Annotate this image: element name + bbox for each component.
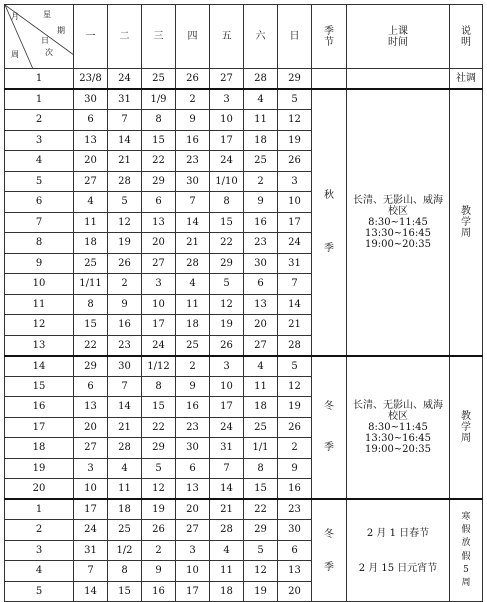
date-cell: 14 [176, 212, 210, 233]
date-cell: 2 [176, 89, 210, 110]
vacation-season-char1: 冬 [324, 528, 334, 540]
date-cell: 5 [278, 356, 312, 377]
header-note [450, 5, 483, 69]
date-cell: 23 [176, 151, 210, 172]
date-cell: 30 [74, 89, 108, 110]
date-cell: 1/11 [74, 274, 108, 295]
date-cell: 18 [244, 130, 278, 151]
date-cell: 8 [142, 110, 176, 131]
autumn-season-char2: 季 [324, 243, 334, 255]
class-time-line: 8:30~11:45 [368, 421, 428, 433]
header-tuesday: 二 [108, 5, 142, 69]
date-cell: 10 [142, 294, 176, 315]
date-cell: 1/9 [142, 89, 176, 110]
week-number-cell: 16 [5, 397, 74, 418]
week-number-cell: 4 [5, 561, 74, 582]
week-number-cell: 5 [5, 171, 74, 192]
date-cell: 26 [278, 151, 312, 172]
date-cell: 4 [210, 540, 244, 561]
table-row [5, 89, 483, 110]
date-cell: 10 [74, 479, 108, 500]
vacation-note-char: 寒 [461, 512, 471, 523]
winter-note-cell [450, 356, 483, 500]
date-cell: 9 [108, 294, 142, 315]
vacation-note-char: 放 [461, 538, 471, 549]
date-cell: 24 [210, 417, 244, 438]
header-wednesday: 三 [142, 5, 176, 69]
date-cell: 30 [278, 520, 312, 541]
week-number-cell: 10 [5, 274, 74, 295]
table-row [5, 69, 483, 90]
date-cell: 1/1 [244, 438, 278, 459]
date-cell: 16 [244, 212, 278, 233]
date-cell: 2 [142, 540, 176, 561]
date-cell: 9 [142, 561, 176, 582]
date-cell: 21 [176, 233, 210, 254]
week-number-cell: 3 [5, 540, 74, 561]
date-cell: 23 [278, 499, 312, 520]
date-cell: 11 [244, 376, 278, 397]
date-cell: 11 [108, 479, 142, 500]
week-number-cell: 18 [5, 438, 74, 459]
week-number-cell: 1 [5, 89, 74, 110]
date-cell: 29 [74, 356, 108, 377]
date-cell: 7 [74, 561, 108, 582]
date-cell: 19 [244, 581, 278, 602]
date-cell: 19 [278, 130, 312, 151]
date-cell: 16 [142, 581, 176, 602]
date-cell: 24 [142, 335, 176, 356]
date-cell: 16 [108, 315, 142, 336]
date-cell: 20 [176, 499, 210, 520]
date-cell: 18 [74, 233, 108, 254]
date-cell: 6 [74, 376, 108, 397]
date-cell: 2 [108, 274, 142, 295]
vacation-note-cell [450, 499, 483, 602]
corner-label-day: 日 [41, 36, 49, 45]
season-cell-empty [312, 69, 347, 90]
date-cell: 6 [176, 458, 210, 479]
date-cell: 25 [176, 335, 210, 356]
autumn-note-cell [450, 89, 483, 356]
date-cell: 1/12 [142, 356, 176, 377]
date-cell: 10 [210, 376, 244, 397]
date-cell: 21 [108, 151, 142, 172]
date-cell: 7 [176, 192, 210, 213]
date-cell: 27 [74, 438, 108, 459]
date-cell: 22 [142, 417, 176, 438]
date-cell: 8 [108, 561, 142, 582]
date-cell: 12 [142, 479, 176, 500]
note-cell-social-survey: 社调 [450, 69, 483, 90]
date-cell: 20 [278, 581, 312, 602]
date-cell: 10 [176, 561, 210, 582]
date-cell: 15 [74, 315, 108, 336]
class-time-line: 校区 [388, 205, 408, 217]
date-cell: 2 [244, 171, 278, 192]
autumn-season-cell [312, 89, 347, 356]
date-cell: 28 [244, 69, 278, 90]
holiday-cell [347, 499, 450, 602]
date-cell: 17 [142, 315, 176, 336]
date-cell: 17 [176, 581, 210, 602]
date-cell: 26 [278, 417, 312, 438]
date-cell: 28 [108, 171, 142, 192]
date-cell: 27 [244, 335, 278, 356]
date-cell: 12 [278, 110, 312, 131]
school-calendar-table [4, 4, 483, 602]
header-friday: 五 [210, 5, 244, 69]
date-cell: 28 [108, 438, 142, 459]
date-cell: 18 [244, 397, 278, 418]
holiday-lantern-festival: 2 月 15 日元宵节 [358, 562, 438, 574]
class-time-line: 校区 [388, 410, 408, 422]
date-cell: 13 [74, 397, 108, 418]
date-cell: 14 [108, 130, 142, 151]
date-cell: 25 [244, 417, 278, 438]
date-cell: 11 [176, 294, 210, 315]
date-cell: 21 [210, 499, 244, 520]
week-number-cell: 8 [5, 233, 74, 254]
date-cell: 18 [108, 499, 142, 520]
class-time-line: 19:00~20:35 [364, 238, 431, 250]
date-cell: 1/2 [108, 540, 142, 561]
date-cell: 6 [244, 274, 278, 295]
holiday-spring-festival: 2 月 1 日春节 [366, 527, 430, 539]
date-cell: 22 [244, 499, 278, 520]
date-cell: 1/10 [210, 171, 244, 192]
week-number-cell: 9 [5, 253, 74, 274]
date-cell: 14 [74, 581, 108, 602]
date-cell: 21 [108, 417, 142, 438]
date-cell: 19 [108, 233, 142, 254]
week-number-cell: 11 [5, 294, 74, 315]
date-cell: 13 [74, 130, 108, 151]
week-number-cell: 5 [5, 581, 74, 602]
week-number-cell: 1 [5, 69, 74, 90]
date-cell: 4 [74, 192, 108, 213]
date-cell: 26 [176, 69, 210, 90]
date-cell: 2 [278, 438, 312, 459]
vacation-note-char: 假 [461, 551, 471, 562]
corner-header-cell [5, 5, 74, 69]
date-cell: 23 [244, 233, 278, 254]
week-number-cell: 14 [5, 356, 74, 377]
header-sunday: 日 [278, 5, 312, 69]
note-char: 学 [461, 216, 471, 228]
date-cell: 29 [244, 520, 278, 541]
date-cell: 16 [176, 130, 210, 151]
date-cell: 15 [244, 479, 278, 500]
date-cell: 13 [278, 561, 312, 582]
date-cell: 10 [210, 110, 244, 131]
week-number-cell: 4 [5, 151, 74, 172]
date-cell: 30 [108, 356, 142, 377]
date-cell: 22 [74, 335, 108, 356]
class-time-line: 13:30~16:45 [364, 227, 431, 239]
date-cell: 19 [142, 499, 176, 520]
date-cell: 10 [278, 192, 312, 213]
corner-label-week-word: 星 [43, 10, 51, 19]
date-cell: 9 [278, 458, 312, 479]
date-cell: 23 [108, 335, 142, 356]
vacation-note-char: 5 [463, 564, 469, 575]
calendar-page [4, 4, 482, 597]
date-cell: 8 [74, 294, 108, 315]
date-cell: 9 [176, 110, 210, 131]
note-char: 周 [461, 432, 471, 444]
date-cell: 17 [278, 212, 312, 233]
week-number-cell: 1 [5, 499, 74, 520]
date-cell: 5 [108, 192, 142, 213]
date-cell: 5 [210, 274, 244, 295]
date-cell: 3 [176, 540, 210, 561]
date-cell: 29 [142, 171, 176, 192]
date-cell: 27 [74, 171, 108, 192]
corner-label-period: 期 [57, 26, 65, 35]
class-time-line: 8:30~11:45 [368, 216, 428, 228]
date-cell: 22 [210, 233, 244, 254]
date-cell: 3 [210, 89, 244, 110]
date-cell: 6 [74, 110, 108, 131]
date-cell: 11 [210, 561, 244, 582]
date-cell: 4 [108, 458, 142, 479]
date-cell: 20 [74, 151, 108, 172]
date-cell: 9 [244, 192, 278, 213]
date-cell: 28 [176, 253, 210, 274]
corner-label-times: 次 [45, 48, 53, 57]
week-number-cell: 6 [5, 192, 74, 213]
date-cell: 24 [278, 233, 312, 254]
date-cell: 23/8 [74, 69, 108, 90]
date-cell: 5 [142, 458, 176, 479]
date-cell: 17 [74, 499, 108, 520]
note-char: 周 [461, 227, 471, 239]
date-cell: 16 [176, 397, 210, 418]
vacation-note-char: 周 [461, 577, 471, 588]
header-season-line2: 节 [324, 36, 334, 48]
date-cell: 27 [142, 253, 176, 274]
vacation-season-char2: 季 [324, 561, 334, 573]
date-cell: 13 [176, 479, 210, 500]
date-cell: 7 [108, 110, 142, 131]
header-season-line1: 季 [324, 25, 334, 37]
date-cell: 29 [142, 438, 176, 459]
week-number-cell: 2 [5, 520, 74, 541]
date-cell: 20 [142, 233, 176, 254]
date-cell: 11 [74, 212, 108, 233]
date-cell: 27 [210, 69, 244, 90]
vacation-note-char: 假 [461, 525, 471, 536]
date-cell: 9 [176, 376, 210, 397]
date-cell: 25 [142, 69, 176, 90]
week-number-cell: 20 [5, 479, 74, 500]
corner-label-week: 周 [11, 50, 19, 59]
winter-season-cell [312, 356, 347, 500]
date-cell: 26 [142, 520, 176, 541]
date-cell: 26 [108, 253, 142, 274]
week-number-cell: 17 [5, 417, 74, 438]
date-cell: 24 [210, 151, 244, 172]
header-note-line1: 说 [461, 25, 471, 37]
header-row [5, 5, 483, 69]
header-class-time [347, 5, 450, 69]
date-cell: 6 [278, 540, 312, 561]
date-cell: 27 [176, 520, 210, 541]
class-time-line: 长清、无影山、威海 [353, 399, 443, 411]
date-cell: 23 [176, 417, 210, 438]
date-cell: 15 [108, 581, 142, 602]
header-class-time-line1: 上课 [388, 25, 408, 37]
date-cell: 31 [108, 89, 142, 110]
class-time-cell-empty [347, 69, 450, 90]
note-char: 教 [461, 205, 471, 217]
date-cell: 4 [244, 356, 278, 377]
date-cell: 25 [108, 520, 142, 541]
date-cell: 7 [210, 458, 244, 479]
week-number-cell: 15 [5, 376, 74, 397]
class-time-line: 长清、无影山、威海 [353, 194, 443, 206]
date-cell: 16 [278, 479, 312, 500]
date-cell: 31 [278, 253, 312, 274]
vacation-season-cell [312, 499, 347, 602]
winter-class-time-cell [347, 356, 450, 500]
date-cell: 28 [210, 520, 244, 541]
week-number-cell: 13 [5, 335, 74, 356]
date-cell: 28 [278, 335, 312, 356]
date-cell: 3 [278, 171, 312, 192]
date-cell: 5 [278, 89, 312, 110]
date-cell: 31 [74, 540, 108, 561]
date-cell: 12 [210, 294, 244, 315]
week-number-cell: 12 [5, 315, 74, 336]
date-cell: 14 [108, 397, 142, 418]
date-cell: 4 [244, 89, 278, 110]
date-cell: 15 [210, 212, 244, 233]
date-cell: 26 [210, 335, 244, 356]
header-saturday: 六 [244, 5, 278, 69]
date-cell: 21 [278, 315, 312, 336]
date-cell: 3 [210, 356, 244, 377]
week-number-cell: 19 [5, 458, 74, 479]
date-cell: 25 [74, 253, 108, 274]
week-number-cell: 2 [5, 110, 74, 131]
class-time-line: 19:00~20:35 [364, 443, 431, 455]
date-cell: 20 [74, 417, 108, 438]
note-char: 教 [461, 410, 471, 422]
header-monday: 一 [74, 5, 108, 69]
header-season [312, 5, 347, 69]
class-time-line: 13:30~16:45 [364, 432, 431, 444]
date-cell: 24 [108, 69, 142, 90]
date-cell: 31 [210, 438, 244, 459]
date-cell: 19 [210, 315, 244, 336]
date-cell: 12 [244, 561, 278, 582]
date-cell: 13 [244, 294, 278, 315]
autumn-class-time-cell [347, 89, 450, 356]
date-cell: 17 [210, 130, 244, 151]
date-cell: 11 [244, 110, 278, 131]
winter-season-char2: 季 [324, 442, 334, 454]
date-cell: 12 [108, 212, 142, 233]
date-cell: 18 [176, 315, 210, 336]
week-number-cell: 3 [5, 130, 74, 151]
date-cell: 18 [210, 581, 244, 602]
note-char: 学 [461, 421, 471, 433]
header-thursday: 四 [176, 5, 210, 69]
date-cell: 8 [244, 458, 278, 479]
date-cell: 22 [142, 151, 176, 172]
autumn-season-char1: 秋 [324, 190, 334, 202]
date-cell: 25 [244, 151, 278, 172]
date-cell: 12 [278, 376, 312, 397]
date-cell: 7 [278, 274, 312, 295]
week-number-cell: 7 [5, 212, 74, 233]
date-cell: 17 [210, 397, 244, 418]
winter-season-char1: 冬 [324, 401, 334, 413]
table-row [5, 499, 483, 520]
date-cell: 6 [142, 192, 176, 213]
date-cell: 7 [108, 376, 142, 397]
date-cell: 2 [176, 356, 210, 377]
corner-label-month: 月 [11, 12, 19, 21]
date-cell: 20 [244, 315, 278, 336]
date-cell: 3 [74, 458, 108, 479]
header-note-line2: 明 [461, 36, 471, 48]
date-cell: 15 [142, 397, 176, 418]
date-cell: 30 [244, 253, 278, 274]
date-cell: 3 [142, 274, 176, 295]
table-row [5, 356, 483, 377]
date-cell: 4 [176, 274, 210, 295]
date-cell: 5 [244, 540, 278, 561]
date-cell: 24 [74, 520, 108, 541]
date-cell: 8 [210, 192, 244, 213]
date-cell: 15 [142, 130, 176, 151]
date-cell: 19 [278, 397, 312, 418]
date-cell: 13 [142, 212, 176, 233]
date-cell: 14 [278, 294, 312, 315]
header-class-time-line2: 时间 [388, 36, 408, 48]
date-cell: 30 [176, 438, 210, 459]
date-cell: 29 [210, 253, 244, 274]
date-cell: 30 [176, 171, 210, 192]
date-cell: 14 [210, 479, 244, 500]
date-cell: 8 [142, 376, 176, 397]
date-cell: 29 [278, 69, 312, 90]
